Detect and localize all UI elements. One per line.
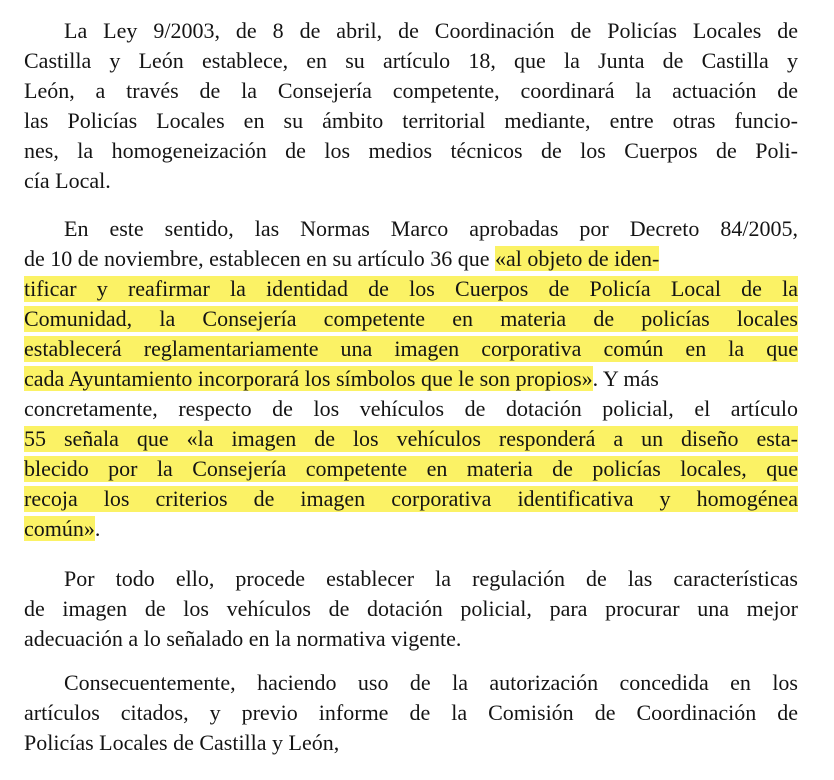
paragraph-line: Castilla y León establece, en su artículo 18, que la Junta de Castilla y <box>24 48 798 73</box>
paragraph-line <box>24 516 798 542</box>
paragraph-line <box>24 246 798 272</box>
highlighted-line: 55 señala que «la imagen de los vehículos responderá a un diseño esta- <box>24 426 798 451</box>
paragraph-line <box>24 366 798 392</box>
highlighted-line: recoja los criterios de imagen corporativa identificativa y homogénea <box>24 486 798 511</box>
paragraph-line: las Policías Locales en su ámbito territorial mediante, entre otras funcio- <box>24 108 798 133</box>
highlighted-quote: común» <box>24 516 95 541</box>
paragraph-line: Por todo ello, procede establecer la regulación de las características <box>64 566 798 591</box>
paragraph-line: La Ley 9/2003, de 8 de abril, de Coordinación de Policías Locales de <box>64 18 798 43</box>
paragraph-line: artículos citados, y previo informe de la Comisión de Coordinación de <box>24 700 798 725</box>
paragraph-line: León, a través de la Consejería competente, coordinará la actuación de <box>24 78 798 103</box>
paragraph-line: de imagen de los vehículos de dotación policial, para procurar una mejor <box>24 596 798 621</box>
paragraph-line: Policías Locales de Castilla y León, <box>24 730 340 755</box>
paragraph-line: cía Local. <box>24 168 111 193</box>
highlighted-line: Comunidad, la Consejería competente en materia de policías locales <box>24 306 798 331</box>
paragraph-line-text: . Y más <box>592 366 659 391</box>
highlighted-line: establecerá reglamentariamente una imagen corporativa común en la que <box>24 336 798 361</box>
highlighted-quote: cada Ayuntamiento incorporará los símbolos que le son propios» <box>24 366 593 391</box>
paragraph-line: adecuación a lo señalado en la normativa vigente. <box>24 626 462 651</box>
highlighted-line: tificar y reafirmar la identidad de los Cuerpos de Policía Local de la <box>24 276 798 301</box>
highlighted-line: blecido por la Consejería competente en materia de policías locales, que <box>24 456 798 481</box>
paragraph-line-text: de 10 de noviembre, establecen en su artículo 36 que <box>24 246 496 271</box>
paragraph-line: En este sentido, las Normas Marco aprobadas por Decreto 84/2005, <box>64 216 798 241</box>
paragraph-line: concretamente, respecto de los vehículos de dotación policial, el artículo <box>24 396 798 421</box>
paragraph-line: nes, la homogeneización de los medios técnicos de los Cuerpos de Poli- <box>24 138 798 163</box>
paragraph-line-text: . <box>94 516 101 541</box>
paragraph-line: Consecuentemente, haciendo uso de la autorización concedida en los <box>64 670 798 695</box>
highlighted-quote: «al objeto de iden- <box>495 246 660 271</box>
